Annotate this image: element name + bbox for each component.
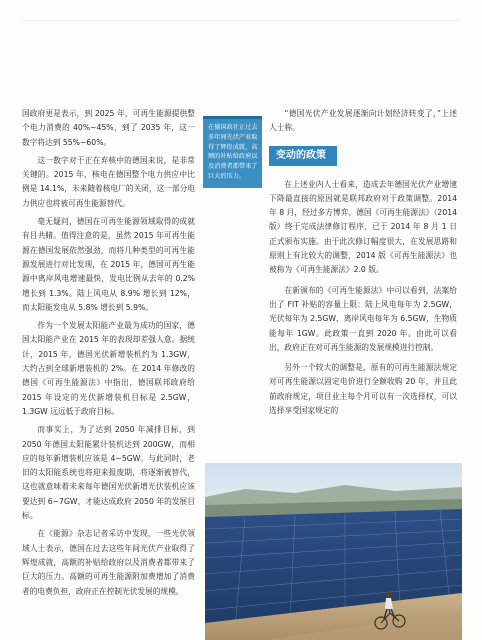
left-paragraph: 国政府更是表示，到 2025 年，可再生能源提供整个电力消费的 40%~45%，到了 2035 年，这一数字将达到 55%~60%。 bbox=[22, 109, 195, 147]
section-heading: 变动的政策 bbox=[269, 146, 337, 166]
pull-quote-box bbox=[203, 116, 262, 188]
quote-paragraph: “德国光伏产业发展逐渐向计划经济转变了，”上述人士称。 bbox=[269, 109, 457, 133]
pull-quote-text: 在德国政社正过去多年间光伏产业取得了辉煌成就，高额的补贴给政府以及消费者都带来了巨大的压力。 bbox=[208, 124, 258, 180]
header-rule bbox=[22, 20, 460, 21]
left-paragraph: 毫无疑问，德国在可再生能源领域取得的成就有目共睹。值得注意的是，虽然 2015 年可再生能源在德国发展依然强劲，而将几种类型的可再生能源发展进行对比发现，在 2015 年，德国可再生能源中离岸风电增速最快，发电比例从去年的 0.2% 增长到 1.3%。陆上风电从 8.9% 增长到 12%，而太阳能发电从 5.8% 增长到 5.9%。 bbox=[22, 217, 195, 312]
solar-farm-photo bbox=[205, 463, 462, 640]
left-paragraph: 在《能源》杂志记者采访中发现，一些光伏领域人士表示，德国在过去这些年间光伏产业取得了辉煌成就，高额的补贴给政府以及消费者都带来了巨大的压力。高额的可再生能源附加费增加了消费者的电费负担，政府正在控制光伏发展的规模。 bbox=[22, 529, 195, 596]
left-column bbox=[22, 107, 195, 599]
right-column bbox=[269, 107, 457, 418]
right-paragraph: 在新颁布的《可再生能源法》中可以看到，法案给出了 FIT 补贴的容量上限：陆上风电每年为 2.5GW，光伏每年为 2.5GW，离岸风电每年为 6.5GW，生物质能每年 1GW。此政策一直到 2020 年。由此可以看出，政府正在对可再生能源的发展规模进行控制。 bbox=[269, 285, 457, 352]
left-paragraph: 而事实上，为了达到 2050 年减排目标，到 2050 年德国太阳能累计装机达到 200GW，而相应的每年新增装机应该是 4~5GW。与此同时，老旧的太阳能系统也将迎来报废期，将逐渐被替代，这也就意味着未来每年德国光伏新增光伏装机应该要达到 6~7GW，才能达成政府 2050 年的发展目标。 bbox=[22, 425, 195, 521]
right-paragraph: 另外一个较大的调整是，原有的可再生能源法规定对可再生能源以固定电价进行全额收购 20 年，并且此前政府规定，项目业主每个月可以有一次选择权，可以选择享受国家规定的 bbox=[269, 363, 457, 416]
solar-farm-illustration bbox=[205, 463, 462, 640]
right-paragraph: 在上述业内人士看来，造成去年德国光伏产业增速下降最直接的原因就是联邦政府对于政策调整。2014 年 8 月，经过多方博弈，德国《可再生能源法》（2014 版）终于完成法律修订程序，已于 2014 年 8 月 1 日正式颁布实施。由于此次修订幅度很大，在发展思路和原则上有比较大的调整，2014 版《可再生能源法》也被称为《可再生能源法》2.0 版。 bbox=[269, 179, 457, 275]
left-paragraph: 作为一个发展太阳能产业最为成功的国家，德国太阳能产业在 2015 年的表现却差强人意。据统计，2015 年，德国光伏新增装机约为 1.3GW，大约占到全球新增装机的 2%。在 2014 年修改的德国《可再生能源法》中指出，德国联邦政府给 2015 年设定的光伏新增装机目标是 2.5GW，1.3GW 远远低于政府目标。 bbox=[22, 321, 195, 416]
left-paragraph: 这一数字对于正在弃核中的德国来说，是非常关键的。2015 年，核电在德国整个电力供应中比例是 14.1%，未来随着核电厂的关闭，这一部分电力供应也将被可再生能源替代。 bbox=[22, 155, 195, 208]
